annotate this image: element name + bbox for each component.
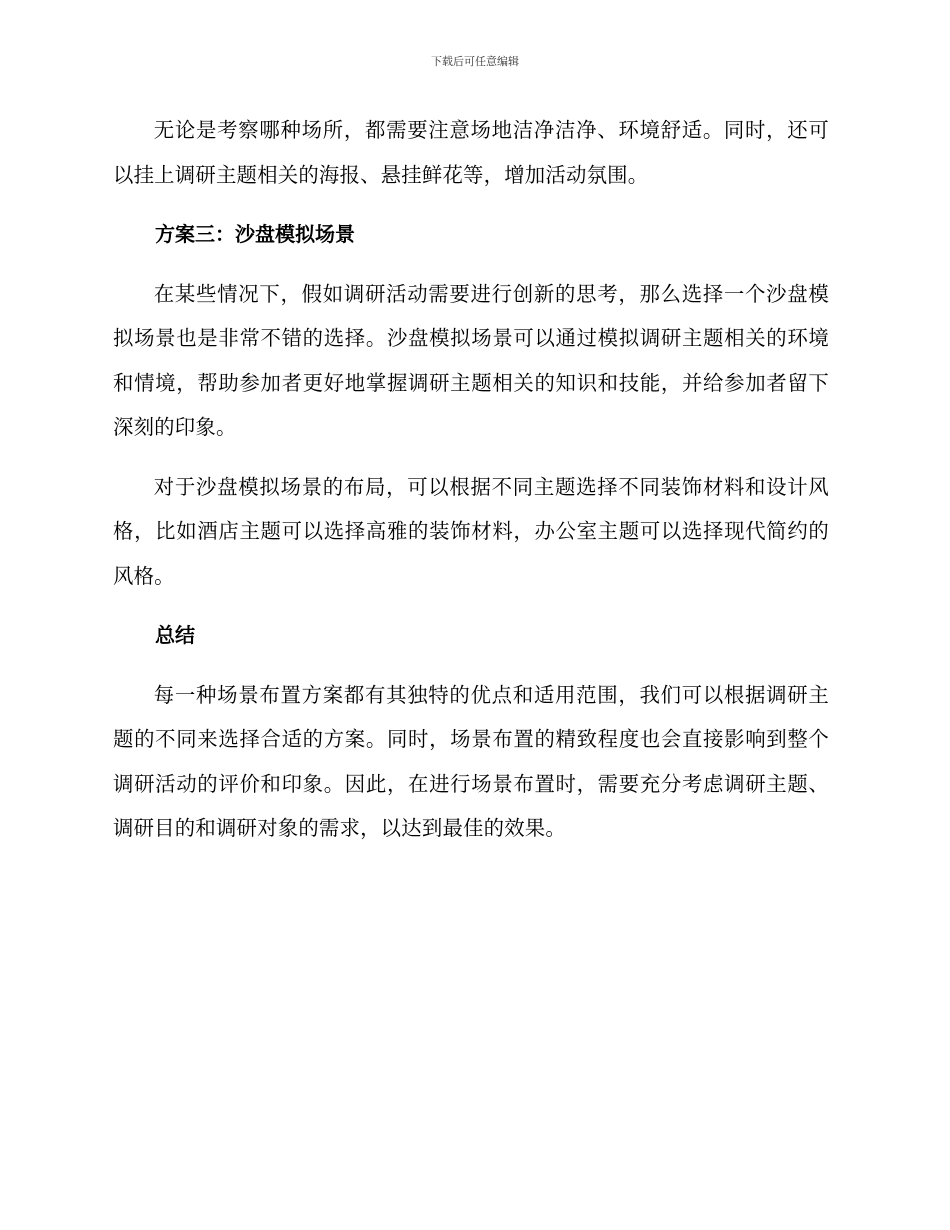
document-body [113,108,829,866]
page-header-note: 下载后可任意编辑 [431,55,519,68]
section-heading-summary: 总结 [155,623,195,647]
paragraph-venue-cleanliness: 无论是考察哪种场所，都需要注意场地洁净洁净、环境舒适。同时，还可以挂上调研主题相关的海报、悬挂鲜花等，增加活动氛围。 [113,118,829,187]
paragraph-summary: 每一种场景布置方案都有其独特的优点和适用范围，我们可以根据调研主题的不同来选择合适的方案。同时，场景布置的精致程度也会直接影响到整个调研活动的评价和印象。因此，在进行场景布置时，需要充分考虑调研主题、调研目的和调研对象的需求，以达到最佳的效果。 [113,682,829,840]
paragraph-sand-table-layout: 对于沙盘模拟场景的布局，可以根据不同主题选择不同装饰材料和设计风格，比如酒店主题可以选择高雅的装饰材料，办公室主题可以选择现代简约的风格。 [113,474,829,588]
section-heading-plan-three: 方案三：沙盘模拟场景 [155,222,355,246]
paragraph-sand-table-intro: 在某些情况下，假如调研活动需要进行创新的思考，那么选择一个沙盘模拟场景也是非常不错的选择。沙盘模拟场景可以通过模拟调研主题相关的环境和情境，帮助参加者更好地掌握调研主题相关的知识和技能，并给参加者留下深刻的印象。 [113,281,829,439]
